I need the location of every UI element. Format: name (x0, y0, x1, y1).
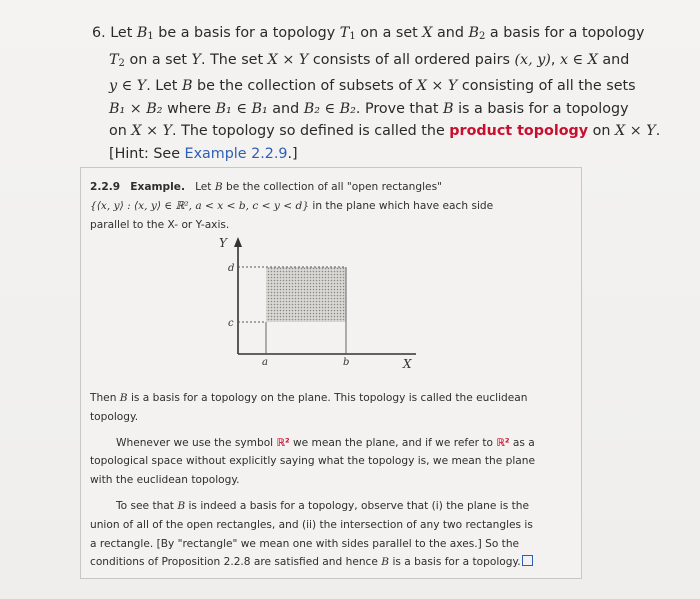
problem-line-2: $T_2$ on a set Y. The set X × Y consists of all ordered pairs (x, y), x ∈ X and (109, 51, 630, 69)
b-label: b (343, 357, 350, 368)
y-axis-arrow (234, 237, 242, 247)
r2-symbol: ℝ² (276, 436, 290, 449)
figure-svg (216, 234, 426, 374)
y-label: Y (219, 236, 227, 250)
open-rectangle (266, 267, 346, 322)
problem-line-5: on X × Y. The topology so defined is called the product topology on X × Y. (109, 123, 661, 140)
example-link[interactable]: Example 2.2.9 (184, 145, 288, 162)
rectangle-figure (216, 234, 426, 378)
qed-icon (522, 555, 533, 566)
set-expression: {⟨x, y⟩ : ⟨x, y⟩ ∈ ℝ², a < x < b, c < y < d} (90, 199, 310, 212)
d-label: d (228, 263, 235, 274)
problem-line-4: B₁ × B₂ where B₁ ∈ B₁ and B₂ ∈ B₂. Prove that B is a basis for a topology (109, 100, 629, 117)
problem-line-3: y ∈ Y. Let B be the collection of subsets of X × Y consisting of all the sets (109, 78, 636, 95)
x-label: X (403, 357, 412, 371)
example-number: 2.2.9 (90, 181, 121, 193)
example-excerpt (80, 167, 582, 579)
product-topology-term: product topology (449, 123, 589, 140)
a-label: a (262, 357, 268, 368)
problem-6 (92, 22, 667, 166)
c-label: c (228, 318, 234, 329)
problem-number: 6. (92, 25, 106, 41)
example-heading-block: 2.2.9 Example. Let B be the collection of all "open rectangles" {⟨x, y⟩ : ⟨x, y⟩ ∈ ℝ², a < x < b, c < y < d} in the plane which have each side parallel to the X- or Y-axis. (90, 181, 494, 231)
r2-symbol-2: ℝ² (496, 436, 510, 449)
problem-line-1: 6. Let $B_1$ be a basis for a topology $T_1$ on a set X and $B_2$ a basis for a topology (92, 25, 645, 42)
example-label: Example. (130, 181, 185, 193)
problem-hint: [Hint: See Example 2.2.9.] (109, 145, 298, 162)
example-body: Then B is a basis for a topology on the plane. This topology is called the euclidean topology. Whenever we use the symbol ℝ² we mean the plane, and if we refer to ℝ² as a topological space without explicitly saying what the topology is, we mean the plane with the euclidean topology. To see that B is indeed a basis for a topology, observe that (i) the plane is the union of all of the open rectangles, and (ii) the intersection of any two rectangles is a rectangle. [By "rectangle" we mean one with sides parallel to the axes.] So the conditions of Proposition 2.2.8 are satisfied and hence B is a basis for a topology. (90, 392, 536, 569)
